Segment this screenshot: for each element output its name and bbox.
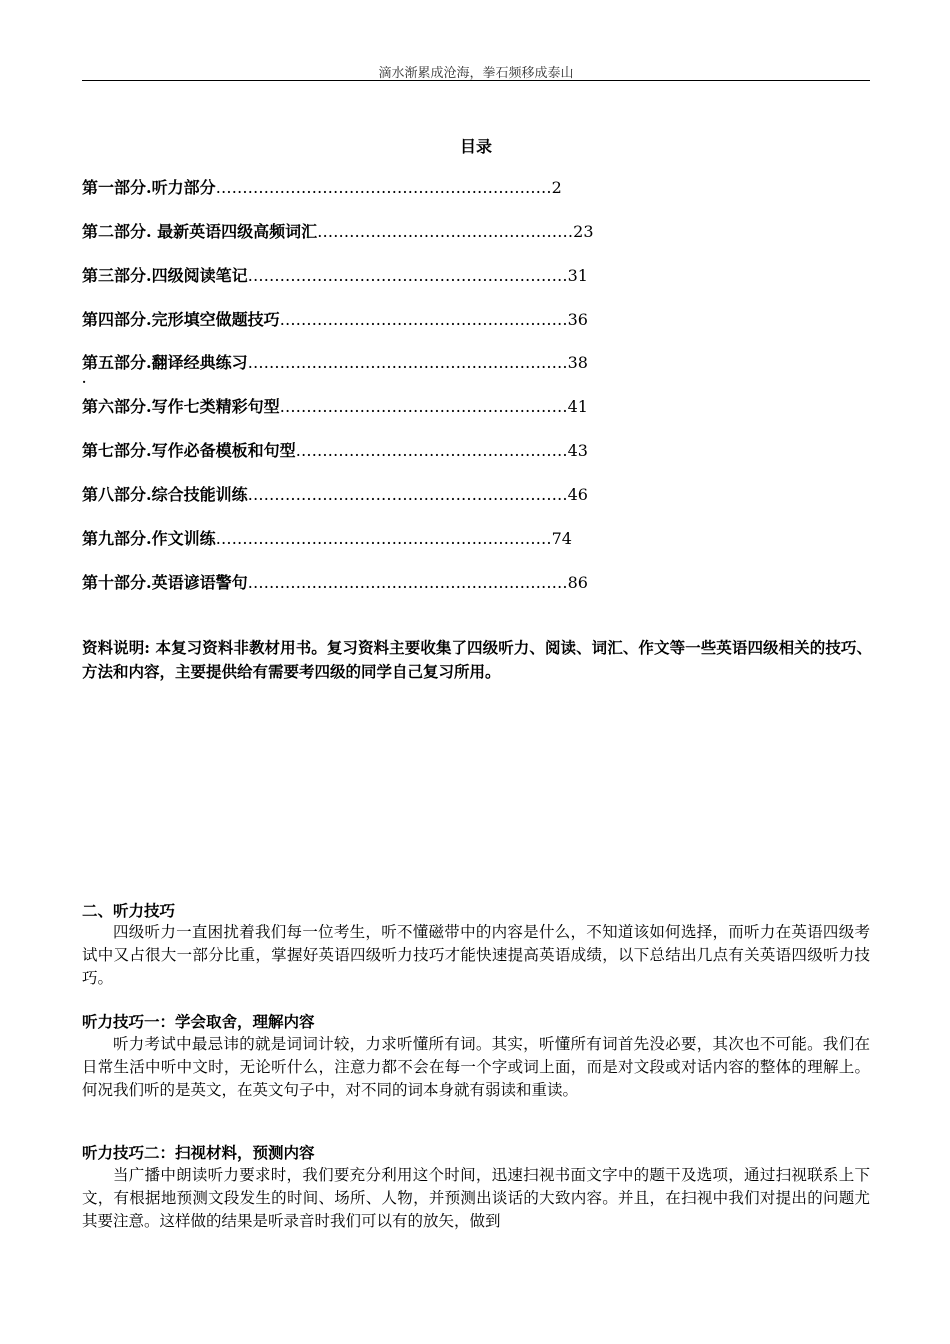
- toc-item[interactable]: [82, 221, 594, 243]
- toc-item-leader: ………………………………………………………: [215, 529, 552, 548]
- page-header: 滴水渐累成沧海，拳石频移成泰山: [378, 66, 574, 81]
- toc-item-page: 2: [551, 178, 562, 197]
- toc-item-leader: ……………………………………………………: [247, 266, 568, 285]
- toc-item[interactable]: [82, 309, 588, 331]
- stray-mark: .: [82, 372, 87, 386]
- toc-item-leader: …………………………………………: [317, 222, 574, 241]
- toc-item-title: 第四部分.完形填空做题技巧: [82, 310, 280, 329]
- toc-item-title: 第二部分. 最新英语四级高频词汇: [82, 222, 318, 241]
- toc-item-page: 31: [567, 266, 588, 285]
- toc-item-leader: ……………………………………………: [295, 441, 568, 460]
- tip-paragraph-1: 听力考试中最忌讳的就是词词计较，力求听懂所有词。其实，听懂所有词首先没必要，其次也不可能。我们在日常生活中听中文时，无论听什么，注意力都不会在每一个字或词上面，而是对文段或对话内容的整体的理解上。何况我们听的是英文，在英文句子中，对不同的词本身就有弱读和重读。: [82, 1035, 870, 1099]
- toc-item-leader: ……………………………………………………: [247, 353, 568, 372]
- toc-item-page: 38: [567, 353, 588, 372]
- toc-item[interactable]: [82, 265, 588, 287]
- toc-item-leader: ………………………………………………………: [215, 178, 552, 197]
- toc-item-title: 第一部分.听力部分: [82, 178, 216, 197]
- toc-item-leader: ………………………………………………: [279, 310, 568, 329]
- toc-item[interactable]: [82, 484, 588, 506]
- toc-item[interactable]: [82, 528, 572, 550]
- toc-item-title: 第九部分.作文训练: [82, 529, 216, 548]
- toc-item-title: 第八部分.综合技能训练: [82, 485, 248, 504]
- toc-item-leader: ……………………………………………………: [247, 573, 568, 592]
- toc-item-title: 第七部分.写作必备模板和句型: [82, 441, 296, 460]
- toc-item[interactable]: [82, 572, 588, 594]
- toc-item[interactable]: [82, 440, 588, 462]
- toc-item-page: 36: [567, 310, 588, 329]
- toc-item-page: 23: [573, 222, 594, 241]
- toc-item-leader: ……………………………………………………: [247, 485, 568, 504]
- toc-item[interactable]: [82, 396, 588, 418]
- toc-item-page: 86: [567, 573, 588, 592]
- section-heading-listening: 二、听力技巧: [82, 901, 176, 920]
- material-note: 资料说明: 本复习资料非教材用书。复习资料主要收集了四级听力、阅读、词汇、作文等一些英语四级相关的技巧、方法和内容，主要提供给有需要考四级的同学自己复习所用。: [82, 638, 872, 681]
- toc-item-page: 41: [567, 397, 588, 416]
- toc-item-title: 第六部分.写作七类精彩句型: [82, 397, 280, 416]
- toc-item-page: 46: [567, 485, 588, 504]
- tip-heading-2: 听力技巧二：扫视材料，预测内容: [82, 1143, 315, 1162]
- header-divider: [82, 80, 870, 81]
- tip-paragraph-2: 当广播中朗读听力要求时，我们要充分利用这个时间，迅速扫视书面文字中的题干及选项，通过扫视联系上下文，有根据地预测文段发生的时间、场所、人物，并预测出谈话的大致内容。并且，在扫视中我们对提出的问题尤其要注意。这样做的结果是听录音时我们可以有的放矢，做到: [82, 1166, 870, 1230]
- toc-item-title: 第十部分.英语谚语警句: [82, 573, 248, 592]
- toc-item-title: 第五部分.翻译经典练习: [82, 353, 248, 372]
- toc-item-title: 第三部分.四级阅读笔记: [82, 266, 248, 285]
- toc-item-page: 74: [551, 529, 572, 548]
- listening-intro-paragraph: 四级听力一直困扰着我们每一位考生，听不懂磁带中的内容是什么，不知道该如何选择，而听力在英语四级考试中又占很大一部分比重，掌握好英语四级听力技巧才能快速提高英语成绩，以下总结出几点有关英语四级听力技巧。: [82, 923, 870, 987]
- tip-heading-1: 听力技巧一：学会取舍，理解内容: [82, 1012, 315, 1031]
- toc-item-page: 43: [567, 441, 588, 460]
- toc-item-leader: ………………………………………………: [279, 397, 568, 416]
- toc-item[interactable]: [82, 177, 562, 199]
- toc-item[interactable]: [82, 352, 588, 374]
- toc-title: 目录: [459, 137, 492, 156]
